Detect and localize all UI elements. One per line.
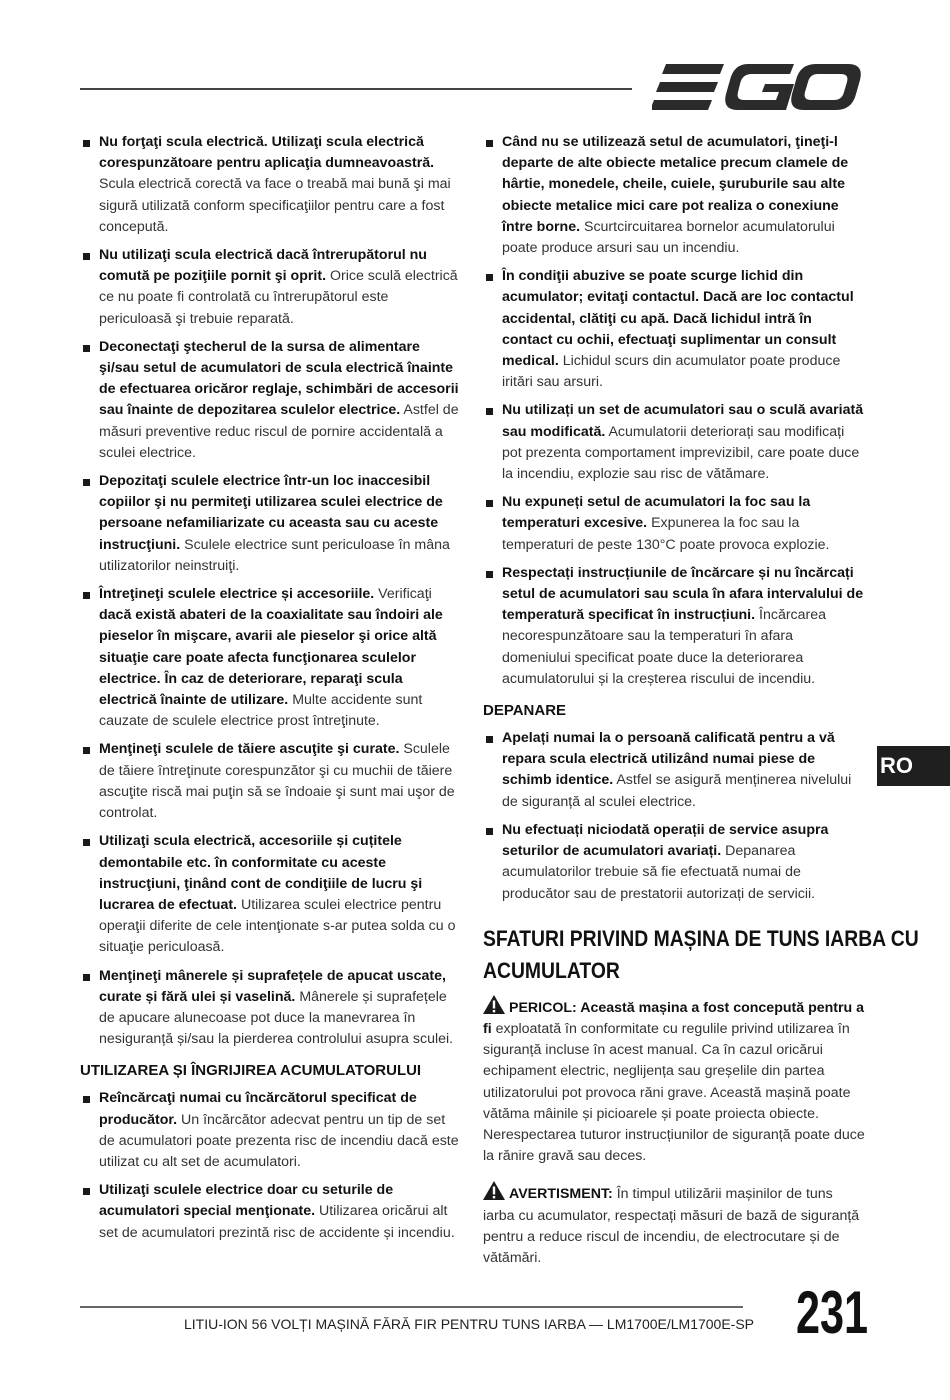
bullet-icon — [83, 140, 90, 147]
bullet-icon — [486, 571, 493, 578]
bullet-icon — [83, 479, 90, 486]
list-item: Deconectaţi ştecherul de la sursa de alimentare şi/sau setul de acumulatori de scula electrică înainte de efectuarea oricăror reglaje, schimbări de accesorii sau înainte de depozitarea sculelor electrice. Astfel de măsuri preventive reduc riscul de pornire accidentală a sculei electrice. — [80, 337, 462, 464]
bullet-icon — [83, 839, 90, 846]
battery-section-title: UTILIZAREA ȘI ÎNGRIJIREA ACUMULATORULUI — [80, 1062, 422, 1080]
bullet-icon — [83, 592, 90, 599]
footer-rule — [80, 1306, 743, 1308]
language-tab: RO — [877, 746, 950, 786]
bullet-icon — [83, 253, 90, 260]
ego-logo — [652, 62, 862, 114]
list-item: Nu forţaţi scula electrică. Utilizaţi scula electrică corespunzătoare pentru aplicaţia dumneavoastră. Scula electrică corectă va face o treabă mai bună şi mai sigură utilizată conform specificaţiilor pentru care a fost concepută. — [80, 132, 462, 238]
bullet-icon — [486, 828, 493, 835]
danger-notice: PERICOL: Această mașina a fost concepută pentru a fi exploatată în conformitate cu regulile privind utilizarea în siguranță incluse în acest manual. Ca în cazul oricărui echipament electric, neglijența sau greșelile din partea utilizatorului pot provoca răni grave. Această mașină poate vătăma mâinile și picioarele și poate proiecta obiecte. Nerespectarea tuturor instrucțiunilor de siguranță poate duce la rănire gravă sau deces. — [483, 995, 865, 1168]
list-item: Nu efectuați niciodată operații de service asupra seturilor de acumulatori avariați. Depanarea acumulatorilor trebuie să fie efectuată numai de producător sau de prestatorii autorizați de servicii. — [483, 820, 865, 905]
mower-section-title: SFATURI PRIVIND MAȘINA DE TUNS IARBA CU ACUMULATOR — [483, 925, 919, 983]
warning-notice: AVERTISMENT: În timpul utilizării mașinilor de tuns iarba cu acumulator, respectați măsuri de bază de siguranță pentru a reduce riscul de incendiu, de electrocutare și de vătămări. — [483, 1181, 865, 1269]
bullet-icon — [486, 140, 493, 147]
list-item: Utilizaţi scula electrică, accesoriile și cuțitele demontabile etc. în conformitate cu aceste instrucţiuni, ţinând cont de condiţiile de lucru şi lucrarea de efectuat. Utilizarea sculei electrice pentru operaţii diferite de cele intenţionate s-ar putea solda cu o situaţie periculoasă. — [80, 831, 462, 958]
service-section-title: DEPANARE — [483, 702, 567, 720]
list-item: În condiţii abuzive se poate scurge lichid din acumulator; evitaţi contactul. Dacă are loc contactul accidental, clătiţi cu apă. Dacă lichidul intră în contact cu ochii, efectuaţi suplimentar un consult medical. Lichidul scurs din acumulator poate produce iritări sau arsuri. — [483, 266, 865, 393]
list-item: Nu expuneți setul de acumulatori la foc sau la temperaturi excesive. Expunerea la foc sau la temperaturi de peste 130°C poate provoca explozie. — [483, 492, 865, 556]
right-column — [483, 132, 919, 1283]
warning-triangle-icon — [483, 995, 505, 1014]
list-item: Respectați instrucțiunile de încărcare și nu încărcați setul de acumulatori sau scula în afara intervalului de temperatură specificat în instrucțiuni. Încărcarea necorespunzătoare sau la temperaturi în afara domeniului specificat poate duce la deteriorarea acumulatorului și la creșterea riscului de incendiu. — [483, 563, 865, 690]
list-item: Menţineţi mânerele și suprafețele de apucat uscate, curate și fără ulei și vaselină. Mânerele și suprafețele de apucare alunecoase pot duce la manevrarea în nesiguranță și/sau la pierderea controlului asupra sculei. — [80, 966, 462, 1051]
bullet-icon — [83, 974, 90, 981]
left-column — [80, 132, 462, 1251]
list-item: Depozitaţi sculele electrice într-un loc inaccesibil copiilor şi nu permiteţi utilizarea sculei electrice de persoane nefamiliarizate cu aceasta sau cu aceste instrucţiuni. Sculele electrice sunt periculoase în mâna utilizatorilor neinstruiţi. — [80, 471, 462, 577]
list-item: Apelați numai la o persoană calificată pentru a vă repara scula electrică utilizând numai piese de schimb identice. Astfel se asigură menținerea nivelului de siguranță al sculei electrice. — [483, 728, 865, 813]
bullet-icon — [486, 274, 493, 281]
list-item: Nu utilizați un set de acumulatori sau o sculă avariată sau modificată. Acumulatorii deteriorați sau modificați pot prezenta comportament imprevizibil, care poate duce la incendiu, explozie sau risc de vătămare. — [483, 400, 865, 485]
list-item: Reîncărcaţi numai cu încărcătorul specificat de producător. Un încărcător adecvat pentru un tip de set de acumulatori poate prezenta risc de incendiu dacă este utilizat cu alt set de acumulatori. — [80, 1088, 462, 1173]
bullet-icon — [486, 736, 493, 743]
list-item: Nu utilizaţi scula electrică dacă întrerupătorul nu comută pe poziţiile pornit şi oprit. Orice sculă electrică ce nu poate fi controlată cu întrerupătorul este periculoasă şi trebuie reparată. — [80, 245, 462, 330]
bullet-icon — [83, 345, 90, 352]
list-item: Când nu se utilizează setul de acumulatori, ţineţi-l departe de alte obiecte metalice precum clamele de hârtie, monedele, cheile, cuiele, şuruburile sau alte obiecte metalice mici care pot realiza o conexiune între borne. Scurtcircuitarea bornelor acumulatorului poate produce arsuri sau un incendiu. — [483, 132, 865, 259]
warning-triangle-icon — [483, 1181, 505, 1200]
list-item: Întreţineţi sculele electrice și accesoriile. Verificaţi dacă există abateri de la coaxialitate sau îndoiri ale pieselor în mişcare, avarii ale pieselor şi orice altă situaţie care poate afecta funcţionarea sculelor electrice. În caz de deteriorare, reparaţi scula electrică înainte de utilizare. Multe accidente sunt cauzate de sculele electrice prost întreţinute. — [80, 584, 462, 732]
bullet-icon — [83, 747, 90, 754]
list-item: Utilizaţi sculele electrice doar cu seturile de acumulatori special menţionate. Utilizarea oricărui alt set de acumulatori prezintă risc de accidente și incendiu. — [80, 1180, 462, 1244]
bullet-icon — [486, 500, 493, 507]
list-item: Menţineţi sculele de tăiere ascuţite şi curate. Sculele de tăiere întreţinute corespunzător şi cu muchii de tăiere ascuţite riscă mai puţin să se îndoaie şi sunt mai uşor de controlat. — [80, 739, 462, 824]
bullet-icon — [486, 408, 493, 415]
bullet-icon — [83, 1188, 90, 1195]
header-rule — [80, 88, 632, 90]
bullet-icon — [83, 1096, 90, 1103]
page-number: 231 — [796, 1279, 869, 1346]
footer-text: LITIU-ION 56 VOLȚI MAȘINĂ FĂRĂ FIR PENTRU TUNS IARBA — LM1700E/LM1700E-SP — [184, 1316, 755, 1332]
